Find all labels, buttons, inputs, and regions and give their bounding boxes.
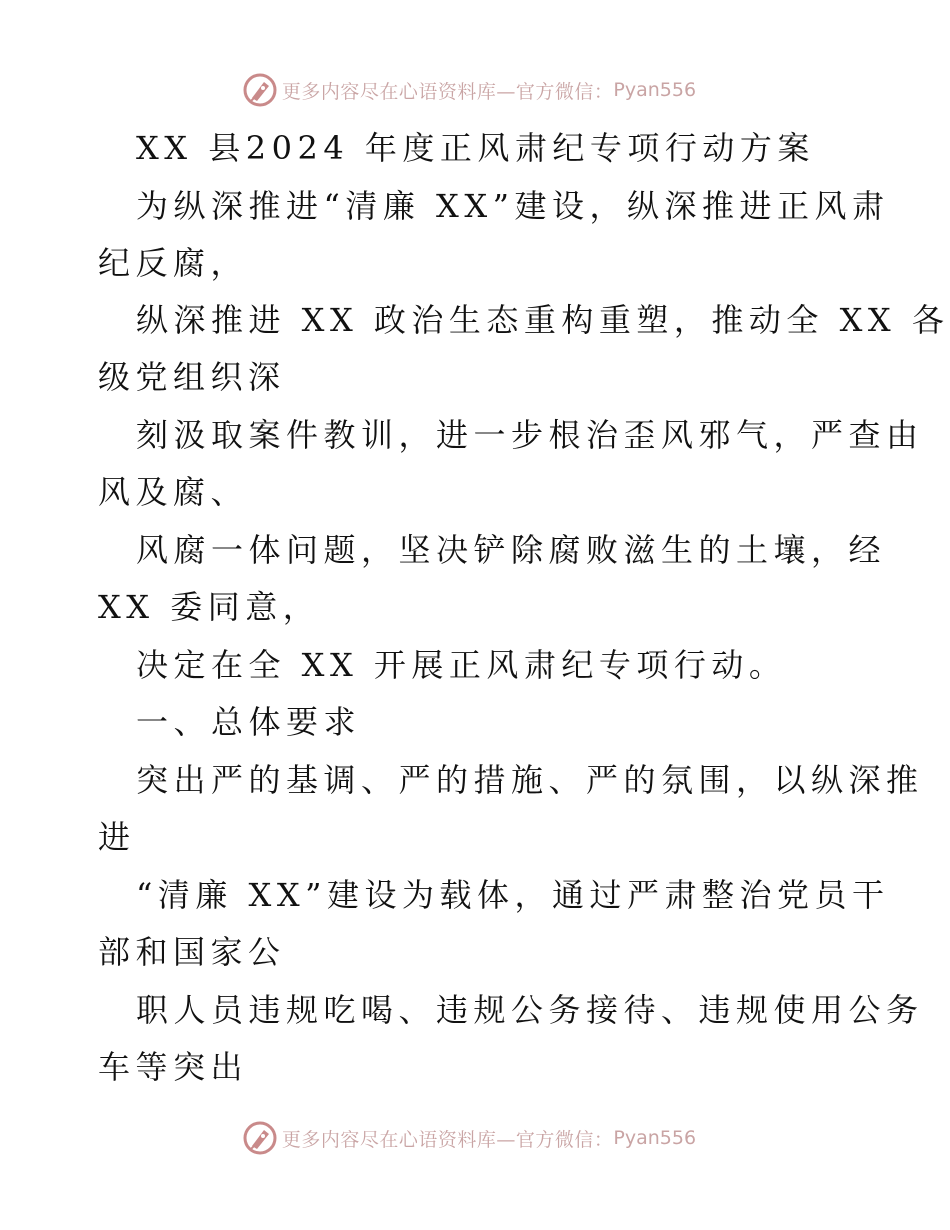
paragraph-line: 车等突出: [98, 1048, 249, 1086]
paragraph-line: 刻汲取案件教训，进一步根治歪风邪气，严查由: [136, 416, 924, 454]
paragraph-line: 进: [98, 818, 136, 856]
document-title: XX 县2024 年度正风肃纪专项行动方案: [136, 129, 815, 167]
paragraph-line: 突出严的基调、严的措施、严的氛围，以纵深推: [136, 761, 924, 799]
paragraph-line: 为纵深推进“清廉 XX”建设，纵深推进正风肃: [136, 187, 890, 225]
paragraph-line: 纵深推进 XX 政治生态重构重塑，推动全 XX 各: [136, 301, 950, 339]
header-watermark: [0, 70, 950, 110]
paragraph-line: 级党组织深: [98, 358, 286, 396]
paragraph-line: 决定在全 XX 开展正风肃纪专项行动。: [136, 646, 787, 684]
watermark-text: 更多内容尽在心语资料库—官方微信：: [281, 80, 614, 103]
paragraph-line: 风腐一体问题，坚决铲除腐败滋生的土壤，经: [136, 531, 887, 569]
paragraph-line: 部和国家公: [98, 933, 286, 971]
paragraph-line: XX 委同意，: [98, 588, 321, 626]
footer-watermark: [0, 1118, 950, 1158]
section-heading: 一、总体要求: [136, 703, 362, 741]
paragraph-line: 风及腐、: [98, 473, 249, 511]
pen-nib-logo-icon: [242, 1120, 278, 1156]
watermark-wechat-id: Pyan556: [613, 79, 697, 101]
watermark-text: 更多内容尽在心语资料库—官方微信：: [281, 1128, 614, 1151]
watermark-wechat-id: Pyan556: [613, 1127, 697, 1149]
pen-nib-logo-icon: [242, 72, 278, 108]
paragraph-line: “清廉 XX”建设为载体，通过严肃整治党员干: [136, 876, 890, 914]
paragraph-line: 职人员违规吃喝、违规公务接待、违规使用公务: [136, 991, 924, 1029]
paragraph-line: 纪反腐，: [98, 244, 249, 282]
